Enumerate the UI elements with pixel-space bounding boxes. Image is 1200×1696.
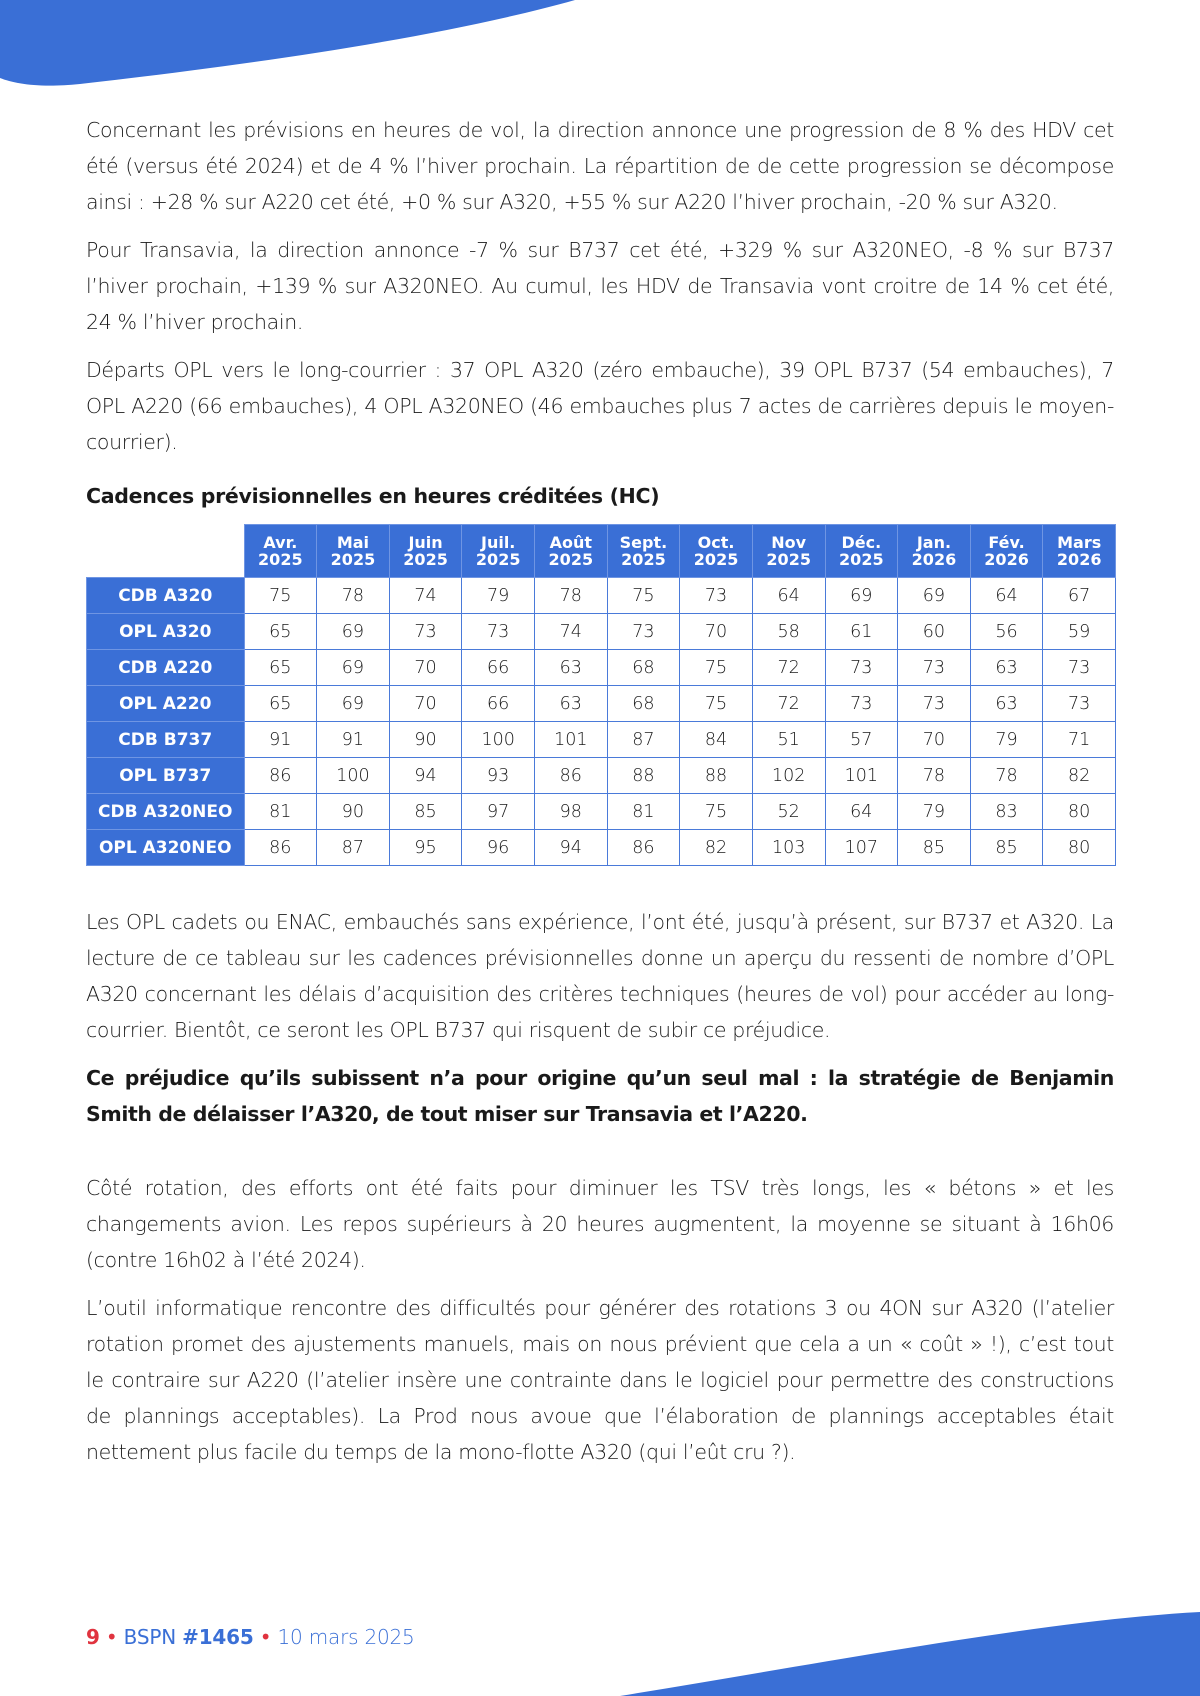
footer-separator: • <box>105 1625 118 1649</box>
intro-paragraphs <box>86 112 1114 460</box>
publication-name: BSPN <box>123 1625 176 1649</box>
table-row <box>87 650 1116 686</box>
table-cell: 86 <box>607 830 680 866</box>
table-body <box>87 578 1116 866</box>
table-cell: 75 <box>680 686 753 722</box>
month-header: Juil. 2025 <box>462 525 535 578</box>
table-cell: 90 <box>389 722 462 758</box>
table-cell: 63 <box>970 686 1043 722</box>
table-cell: 95 <box>389 830 462 866</box>
issue-date: 10 mars 2025 <box>277 1625 415 1649</box>
paragraph-departures: Départs OPL vers le long-courrier : 37 OPL A320 (zéro embauche), 39 OPL B737 (54 embauches), 7 OPL A220 (66 embauches), 4 OPL A320NEO (46 embauches plus 7 actes de carrières depuis le moyen-courrier). <box>86 358 1114 454</box>
table-cell: 70 <box>389 650 462 686</box>
paragraph-opl-cadets: Les OPL cadets ou ENAC, embauchés sans expérience, l’ont été, jusqu’à présent, sur B737 et A320. La lecture de ce tableau sur les cadences prévisionnelles donne un aperçu du ressenti de nombre d’OPL A320 concernant les délais d’acquisition des critères techniques (heures de vol) pour accéder au long-courrier. Bientôt, ce seront les OPL B737 qui risquent de subir ce préjudice. <box>86 910 1114 1042</box>
month-header: Nov 2025 <box>752 525 825 578</box>
table-cell: 86 <box>244 830 317 866</box>
table-cell: 69 <box>317 686 390 722</box>
table-cell: 91 <box>317 722 390 758</box>
table-cell: 83 <box>970 794 1043 830</box>
table-row <box>87 794 1116 830</box>
table-cell: 81 <box>244 794 317 830</box>
table-cell: 75 <box>680 794 753 830</box>
table-cell: 73 <box>825 686 898 722</box>
table-cell: 79 <box>462 578 535 614</box>
paragraph-strategy-emphasis: Ce préjudice qu’ils subissent n’a pour origine qu’un seul mal : la stratégie de Benjamin Smith de délaisser l’A320, de tout miser sur Transavia et l’A220. <box>86 1066 1114 1126</box>
table-cell: 56 <box>970 614 1043 650</box>
paragraph-software: L’outil informatique rencontre des difficultés pour générer des rotations 3 ou 4ON sur A320 (l’atelier rotation promet des ajustements manuels, mais on nous prévient que cela a un « coût » !), c’est tout le contraire sur A220 (l’atelier insère une contrainte dans le logiciel pour permettre des constructions de plannings acceptables). La Prod nous avoue que l’élaboration de plannings acceptables était nettement plus facile du temps de la mono-flotte A320 (qui l’eût cru ?). <box>86 1296 1114 1464</box>
table-cell: 85 <box>389 794 462 830</box>
table-cell: 73 <box>898 686 971 722</box>
page-footer <box>86 1625 415 1649</box>
table-corner <box>87 525 245 578</box>
month-header: Mars 2026 <box>1043 525 1116 578</box>
table-cell: 75 <box>680 650 753 686</box>
table-cell: 69 <box>317 614 390 650</box>
table-cell: 68 <box>607 650 680 686</box>
table-cell: 79 <box>970 722 1043 758</box>
table-cell: 90 <box>317 794 390 830</box>
row-label: CDB B737 <box>87 722 245 758</box>
table-cell: 68 <box>607 686 680 722</box>
table-cell: 57 <box>825 722 898 758</box>
table-cell: 64 <box>825 794 898 830</box>
table-cell: 78 <box>898 758 971 794</box>
table-cell: 85 <box>970 830 1043 866</box>
table-cell: 64 <box>752 578 825 614</box>
cadences-table <box>86 524 1116 866</box>
footer-separator: • <box>259 1625 272 1649</box>
table-cell: 94 <box>389 758 462 794</box>
table-cell: 97 <box>462 794 535 830</box>
table-cell: 107 <box>825 830 898 866</box>
table-cell: 71 <box>1043 722 1116 758</box>
table-cell: 75 <box>244 578 317 614</box>
table-cell: 81 <box>607 794 680 830</box>
table-cell: 65 <box>244 650 317 686</box>
table-cell: 70 <box>898 722 971 758</box>
table-cell: 100 <box>462 722 535 758</box>
row-label: OPL A320NEO <box>87 830 245 866</box>
table-cell: 66 <box>462 686 535 722</box>
table-cell: 86 <box>244 758 317 794</box>
month-header: Sept. 2025 <box>607 525 680 578</box>
table-cell: 69 <box>898 578 971 614</box>
table-cell: 74 <box>535 614 608 650</box>
paragraph-transavia: Pour Transavia, la direction annonce -7 % sur B737 cet été, +329 % sur A320NEO, -8 % sur B737 l’hiver prochain, +139 % sur A320NEO. Au cumul, les HDV de Transavia vont croitre de 14 % cet été, 24 % l’hiver prochain. <box>86 238 1114 334</box>
table-cell: 64 <box>970 578 1043 614</box>
table-cell: 80 <box>1043 794 1116 830</box>
table-cell: 102 <box>752 758 825 794</box>
month-header: Mai 2025 <box>317 525 390 578</box>
table-cell: 73 <box>389 614 462 650</box>
table-row <box>87 758 1116 794</box>
table-cell: 65 <box>244 686 317 722</box>
article-body <box>86 112 1114 1482</box>
table-cell: 78 <box>970 758 1043 794</box>
table-cell: 87 <box>607 722 680 758</box>
paragraph-flight-hours: Concernant les prévisions en heures de vol, la direction annonce une progression de 8 % des HDV cet été (versus été 2024) et de 4 % l’hiver prochain. La répartition de de cette progression se décompose ainsi : +28 % sur A220 cet été, +0 % sur A320, +55 % sur A220 l’hiver prochain, -20 % sur A320. <box>86 118 1114 214</box>
table-cell: 58 <box>752 614 825 650</box>
month-header: Fév. 2026 <box>970 525 1043 578</box>
table-cell: 69 <box>825 578 898 614</box>
row-label: CDB A220 <box>87 650 245 686</box>
table-cell: 63 <box>535 686 608 722</box>
month-header: Août 2025 <box>535 525 608 578</box>
table-cell: 73 <box>898 650 971 686</box>
table-row <box>87 686 1116 722</box>
table-cell: 63 <box>970 650 1043 686</box>
table-row <box>87 578 1116 614</box>
table-cell: 67 <box>1043 578 1116 614</box>
table-cell: 88 <box>680 758 753 794</box>
table-cell: 73 <box>1043 650 1116 686</box>
issue-number: #1465 <box>182 1625 254 1649</box>
table-cell: 100 <box>317 758 390 794</box>
table-cell: 70 <box>389 686 462 722</box>
table-cell: 51 <box>752 722 825 758</box>
table-cell: 80 <box>1043 830 1116 866</box>
month-header: Avr. 2025 <box>244 525 317 578</box>
table-cell: 73 <box>1043 686 1116 722</box>
table-cell: 63 <box>535 650 608 686</box>
table-cell: 78 <box>317 578 390 614</box>
table-cell: 69 <box>317 650 390 686</box>
row-label: CDB A320 <box>87 578 245 614</box>
table-cell: 75 <box>607 578 680 614</box>
table-cell: 73 <box>607 614 680 650</box>
table-cell: 74 <box>389 578 462 614</box>
table-cell: 78 <box>535 578 608 614</box>
row-label: CDB A320NEO <box>87 794 245 830</box>
row-label: OPL A320 <box>87 614 245 650</box>
table-cell: 60 <box>898 614 971 650</box>
month-header: Jan. 2026 <box>898 525 971 578</box>
table-cell: 88 <box>607 758 680 794</box>
table-cell: 70 <box>680 614 753 650</box>
table-cell: 87 <box>317 830 390 866</box>
table-cell: 86 <box>535 758 608 794</box>
page-number: 9 <box>86 1625 100 1649</box>
row-label: OPL A220 <box>87 686 245 722</box>
table-cell: 79 <box>898 794 971 830</box>
table-cell: 65 <box>244 614 317 650</box>
table-row <box>87 722 1116 758</box>
month-header: Oct. 2025 <box>680 525 753 578</box>
table-cell: 94 <box>535 830 608 866</box>
table-title: Cadences prévisionnelles en heures créditées (HC) <box>86 484 660 508</box>
table-cell: 93 <box>462 758 535 794</box>
table-cell: 72 <box>752 686 825 722</box>
table-cell: 72 <box>752 650 825 686</box>
table-cell: 66 <box>462 650 535 686</box>
table-cell: 82 <box>680 830 753 866</box>
row-label: OPL B737 <box>87 758 245 794</box>
table-cell: 101 <box>535 722 608 758</box>
table-cell: 73 <box>462 614 535 650</box>
table-cell: 82 <box>1043 758 1116 794</box>
month-header: Déc. 2025 <box>825 525 898 578</box>
table-cell: 96 <box>462 830 535 866</box>
table-cell: 73 <box>825 650 898 686</box>
table-cell: 73 <box>680 578 753 614</box>
table-cell: 59 <box>1043 614 1116 650</box>
table-row <box>87 830 1116 866</box>
table-cell: 91 <box>244 722 317 758</box>
table-cell: 61 <box>825 614 898 650</box>
month-header: Juin 2025 <box>389 525 462 578</box>
table-cell: 101 <box>825 758 898 794</box>
table-cell: 98 <box>535 794 608 830</box>
paragraph-rotation: Côté rotation, des efforts ont été faits pour diminuer les TSV très longs, les « bétons » et les changements avion. Les repos supérieurs à 20 heures augmentent, la moyenne se situant à 16h06 (contre 16h02 à l’été 2024). <box>86 1176 1114 1272</box>
table-header-row <box>87 525 1116 578</box>
table-cell: 85 <box>898 830 971 866</box>
table-row <box>87 614 1116 650</box>
table-cell: 103 <box>752 830 825 866</box>
table-cell: 84 <box>680 722 753 758</box>
table-cell: 52 <box>752 794 825 830</box>
